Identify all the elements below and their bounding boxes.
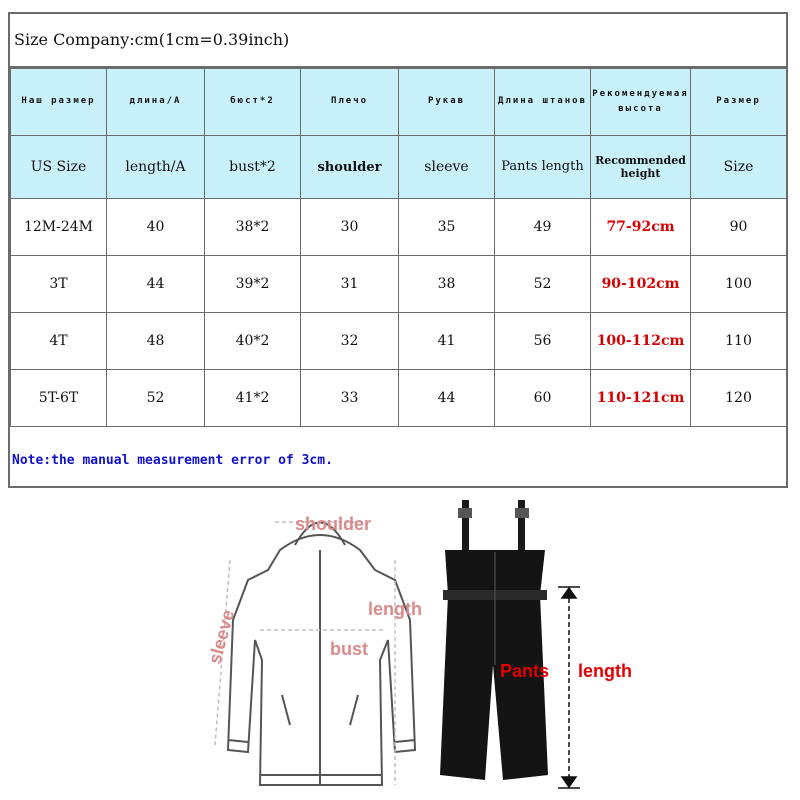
table-row <box>11 370 787 427</box>
table-row <box>11 199 787 256</box>
title-row <box>10 14 786 68</box>
header-cell-en: Pants length <box>495 136 591 199</box>
cell-shoulder: 33 <box>301 370 399 427</box>
cell-us-size: 5T-6T <box>11 370 107 427</box>
header-cell-ru: бюст*2 <box>205 69 301 136</box>
cell-sleeve: 38 <box>399 256 495 313</box>
note-row <box>10 426 786 486</box>
table-row <box>11 313 787 370</box>
cell-bust: 38*2 <box>205 199 301 256</box>
cell-length: 40 <box>107 199 205 256</box>
garment-illustration <box>200 490 640 800</box>
header-cell-en: Recommended height <box>591 136 691 199</box>
length-label: length <box>368 599 422 619</box>
sleeve-label: sleeve <box>204 607 239 667</box>
header-cell-ru: длина/A <box>107 69 205 136</box>
cell-shoulder: 30 <box>301 199 399 256</box>
cell-recommended-height: 77-92cm <box>591 199 691 256</box>
chart-title: Size Company:cm(1cm=0.39inch) <box>14 30 290 49</box>
pants-label: Pants <box>500 661 550 681</box>
table-row <box>11 256 787 313</box>
cell-recommended-height: 110-121cm <box>591 370 691 427</box>
cell-size: 110 <box>691 313 787 370</box>
header-cell-ru: Размер <box>691 69 787 136</box>
header-cell-ru: Рукав <box>399 69 495 136</box>
cell-sleeve: 41 <box>399 313 495 370</box>
cell-length: 48 <box>107 313 205 370</box>
shoulder-label: shoulder <box>295 514 372 534</box>
english-header-row <box>11 136 787 199</box>
measurement-note: Note:the manual measurement error of 3cm. <box>12 453 333 468</box>
header-cell-ru: Наш размер <box>11 69 107 136</box>
cell-us-size: 4T <box>11 313 107 370</box>
cell-pants-length: 49 <box>495 199 591 256</box>
cell-us-size: 3T <box>11 256 107 313</box>
jacket-outline <box>228 523 415 786</box>
cell-sleeve: 44 <box>399 370 495 427</box>
header-cell-en: shoulder <box>301 136 399 199</box>
cell-length: 44 <box>107 256 205 313</box>
cell-pants-length: 56 <box>495 313 591 370</box>
header-cell-ru: Рекомендуемая высота <box>591 69 691 136</box>
pants-image <box>440 500 548 780</box>
cell-size: 100 <box>691 256 787 313</box>
cell-size: 120 <box>691 370 787 427</box>
russian-header-row <box>11 69 787 136</box>
cell-bust: 39*2 <box>205 256 301 313</box>
header-cell-en: Size <box>691 136 787 199</box>
cell-recommended-height: 90-102cm <box>591 256 691 313</box>
bust-label: bust <box>330 639 368 659</box>
header-cell-en: sleeve <box>399 136 495 199</box>
header-cell-en: length/A <box>107 136 205 199</box>
header-cell-ru: Плечо <box>301 69 399 136</box>
cell-size: 90 <box>691 199 787 256</box>
size-table <box>10 68 787 427</box>
size-chart-frame <box>8 12 788 488</box>
pants-length-arrow <box>558 587 580 788</box>
cell-recommended-height: 100-112cm <box>591 313 691 370</box>
cell-bust: 41*2 <box>205 370 301 427</box>
cell-us-size: 12M-24M <box>11 199 107 256</box>
cell-length: 52 <box>107 370 205 427</box>
cell-shoulder: 32 <box>301 313 399 370</box>
cell-shoulder: 31 <box>301 256 399 313</box>
pants-length-label: length <box>578 661 632 681</box>
cell-sleeve: 35 <box>399 199 495 256</box>
cell-bust: 40*2 <box>205 313 301 370</box>
cell-pants-length: 60 <box>495 370 591 427</box>
header-cell-en: bust*2 <box>205 136 301 199</box>
header-cell-ru: Длина штанов <box>495 69 591 136</box>
cell-pants-length: 52 <box>495 256 591 313</box>
header-cell-en: US Size <box>11 136 107 199</box>
